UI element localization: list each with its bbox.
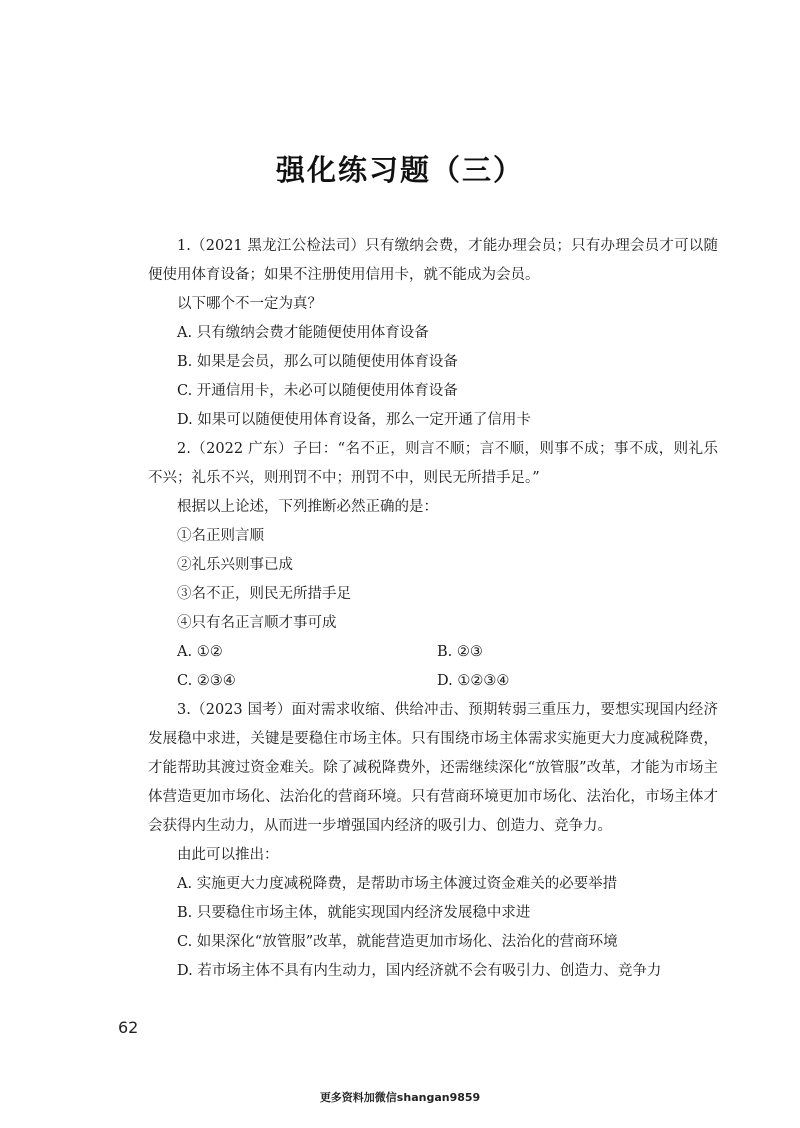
q3-question: 由此可以推出： — [177, 847, 279, 863]
q1-stem: 1.（2021 黑龙江公检法司）只有缴纳会费，才能办理会员；只有办理会员才可以随便使用体育设备；如果不注册使用信用卡，就不能成为会员。 — [148, 238, 718, 283]
page-number: 62 — [118, 1018, 139, 1037]
q2-option-c: C. ②③④ — [177, 673, 236, 689]
q3-stem: 3.（2023 国考）面对需求收缩、供给冲击、预期转弱三重压力，要想实现国内经济发展稳中求进，关键是要稳住市场主体。只有围绕市场主体需求实施更大力度减税降费，才能帮助其渡过资金难关。除了减税降费外，还需继续深化“放管服”改革，才能为市场主体营造更加市场化、法治化的营商环境。只有营商环境更加市场化、法治化，市场主体才会获得内生动力，从而进一步增强国内经济的吸引力、创造力、竞争力。 — [148, 702, 718, 834]
q2-options-row-1 — [148, 638, 718, 667]
q3-option-a: A. 实施更大力度减税降费，是帮助市场主体渡过资金难关的必要举措 — [177, 876, 618, 892]
q3-option-c: C. 如果深化“放管服”改革，就能营造更加市场化、法治化的营商环境 — [177, 934, 618, 950]
q1-option-a: A. 只有缴纳会费才能随便使用体育设备 — [177, 325, 429, 341]
footer-note: 更多资料加微信shangan9859 — [319, 1091, 481, 1104]
q1-question: 以下哪个不一定为真？ — [177, 296, 322, 312]
q2-statement-2: ②礼乐兴则事已成 — [177, 557, 293, 573]
q2-option-a: A. ①② — [177, 644, 223, 660]
q3-option-b: B. 只要稳住市场主体，就能实现国内经济发展稳中求进 — [177, 905, 531, 921]
q2-option-b: B. ②③ — [437, 644, 483, 660]
q2-stem: 2.（2022 广东）子曰：“名不正，则言不顺；言不顺，则事不成；事不成，则礼乐不兴；礼乐不兴，则刑罚不中；刑罚不中，则民无所措手足。” — [148, 441, 718, 486]
q1-option-c: C. 开通信用卡，未必可以随便使用体育设备 — [177, 383, 458, 399]
question-list — [148, 232, 718, 986]
q2-statement-3: ③名不正，则民无所措手足 — [177, 586, 351, 602]
q2-question: 根据以上论述，下列推断必然正确的是： — [177, 499, 438, 515]
q1-option-b: B. 如果是会员，那么可以随便使用体育设备 — [177, 354, 458, 370]
q2-option-d: D. ①②③④ — [437, 673, 510, 689]
q3-option-d: D. 若市场主体不具有内生动力，国内经济就不会有吸引力、创造力、竞争力 — [177, 963, 662, 979]
q1-option-d: D. 如果可以随便使用体育设备，那么一定开通了信用卡 — [177, 412, 531, 428]
q2-options-row-2 — [148, 667, 718, 696]
q2-statement-1: ①名正则言顺 — [177, 528, 264, 544]
page-title: 强化练习题（三） — [275, 153, 524, 187]
q2-statement-4: ④只有名正言顺才事可成 — [177, 615, 337, 631]
